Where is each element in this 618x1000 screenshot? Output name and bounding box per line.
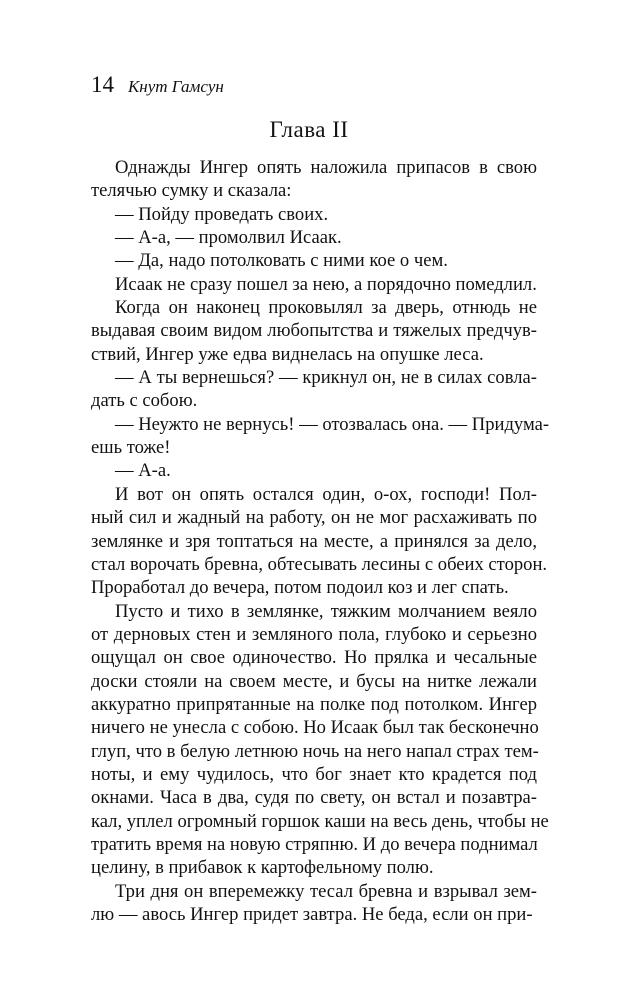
chapter-title: Глава II — [269, 117, 349, 142]
text-line: ствий, Ингер уже едва виднелась на опушке леса. — [91, 343, 484, 365]
text-line: — А ты вернешься? — крикнул он, не в силах совла- — [115, 367, 537, 389]
paragraph — [91, 366, 537, 413]
text-line: ничего не унесла с собою. Но Исаак был так бесконечно — [91, 717, 539, 739]
text-line: лю — авось Ингер придет завтра. Не беда, если он при- — [91, 904, 533, 925]
text-line: глуп, что в белую летнюю ночь на него напал страх тем- — [91, 740, 539, 762]
paragraph — [91, 413, 550, 460]
text-line: — А-а, — промолвил Исаак. — [115, 227, 342, 249]
text-line: — Да, надо потолковать с ними кое о чем. — [115, 250, 448, 272]
text-line: ный сил и жадный на работу, он не мог расхаживать по — [91, 507, 537, 529]
text-line: стал ворочать бревна, обтесывать лесины с обеих сторон. — [91, 553, 548, 575]
text-line: телячью сумку и сказала: — [91, 180, 292, 202]
text-line: землянке и зря топтаться на месте, а принялся за дело, — [91, 530, 537, 552]
text-line: — Пойду проведать своих. — [115, 203, 329, 225]
text-line: тратить время на новую стряпню. И до вечера поднимал — [91, 833, 538, 855]
text-line: аккуратно припрятанные на полке под потолком. Ингер — [91, 693, 537, 715]
text-line: ноты, и ему чудилось, что бог знает кто крадется под — [91, 763, 537, 785]
text-line: — А-а. — [115, 460, 171, 482]
running-head-author: Кнут Гамсун — [128, 77, 224, 96]
paragraph — [91, 600, 549, 880]
page-number: 14 — [91, 72, 114, 97]
paragraph — [91, 226, 537, 249]
text-line: Исаак не сразу пошел за нею, а порядочно помедлил. — [115, 273, 537, 295]
paragraph — [91, 156, 537, 203]
text-line: кал, уплел огромный горшок каши на весь день, чтобы не — [91, 810, 549, 832]
text-line: Однажды Ингер опять наложила припасов в свою — [115, 157, 537, 178]
text-line: дать с собою. — [91, 390, 198, 412]
paragraph — [91, 483, 548, 600]
text-line: — Неужто не вернусь! — отозвалась она. — Придума- — [115, 413, 550, 435]
body-text — [91, 156, 550, 926]
text-line: ешь тоже! — [91, 437, 171, 459]
paragraph — [91, 249, 537, 272]
text-line: Проработал до вечера, потом подоил коз и лег спать. — [91, 577, 509, 599]
text-line: выдавая своим видом любопытства и тяжелых предчув- — [91, 320, 537, 342]
text-line: целину, в прибавок к картофельному полю. — [91, 857, 434, 879]
paragraph — [91, 459, 537, 482]
text-line: ощущал он свое одиночество. Но прялка и чесальные — [91, 647, 537, 669]
text-line: Когда он наконец проковылял за дверь, отнюдь не — [115, 297, 537, 319]
text-line: окнами. Часа в два, судя по свету, он встал и позавтра- — [91, 787, 537, 809]
text-line: доски стояли на своем месте, и бусы на нитке лежали — [91, 670, 537, 692]
paragraph — [91, 273, 537, 296]
paragraph — [91, 880, 537, 927]
text-line: от дерновых стен и земляного пола, глубоко и серьезно — [91, 623, 537, 645]
text-line: Пусто и тихо в землянке, тяжким молчанием веяло — [115, 600, 537, 622]
paragraph — [91, 203, 537, 226]
paragraph — [91, 296, 537, 366]
page-header — [91, 72, 224, 98]
text-line: И вот он опять остался один, о-ох, господи! Пол- — [115, 483, 537, 505]
text-line: Три дня он вперемежку тесал бревна и взрывал зем- — [115, 880, 537, 902]
